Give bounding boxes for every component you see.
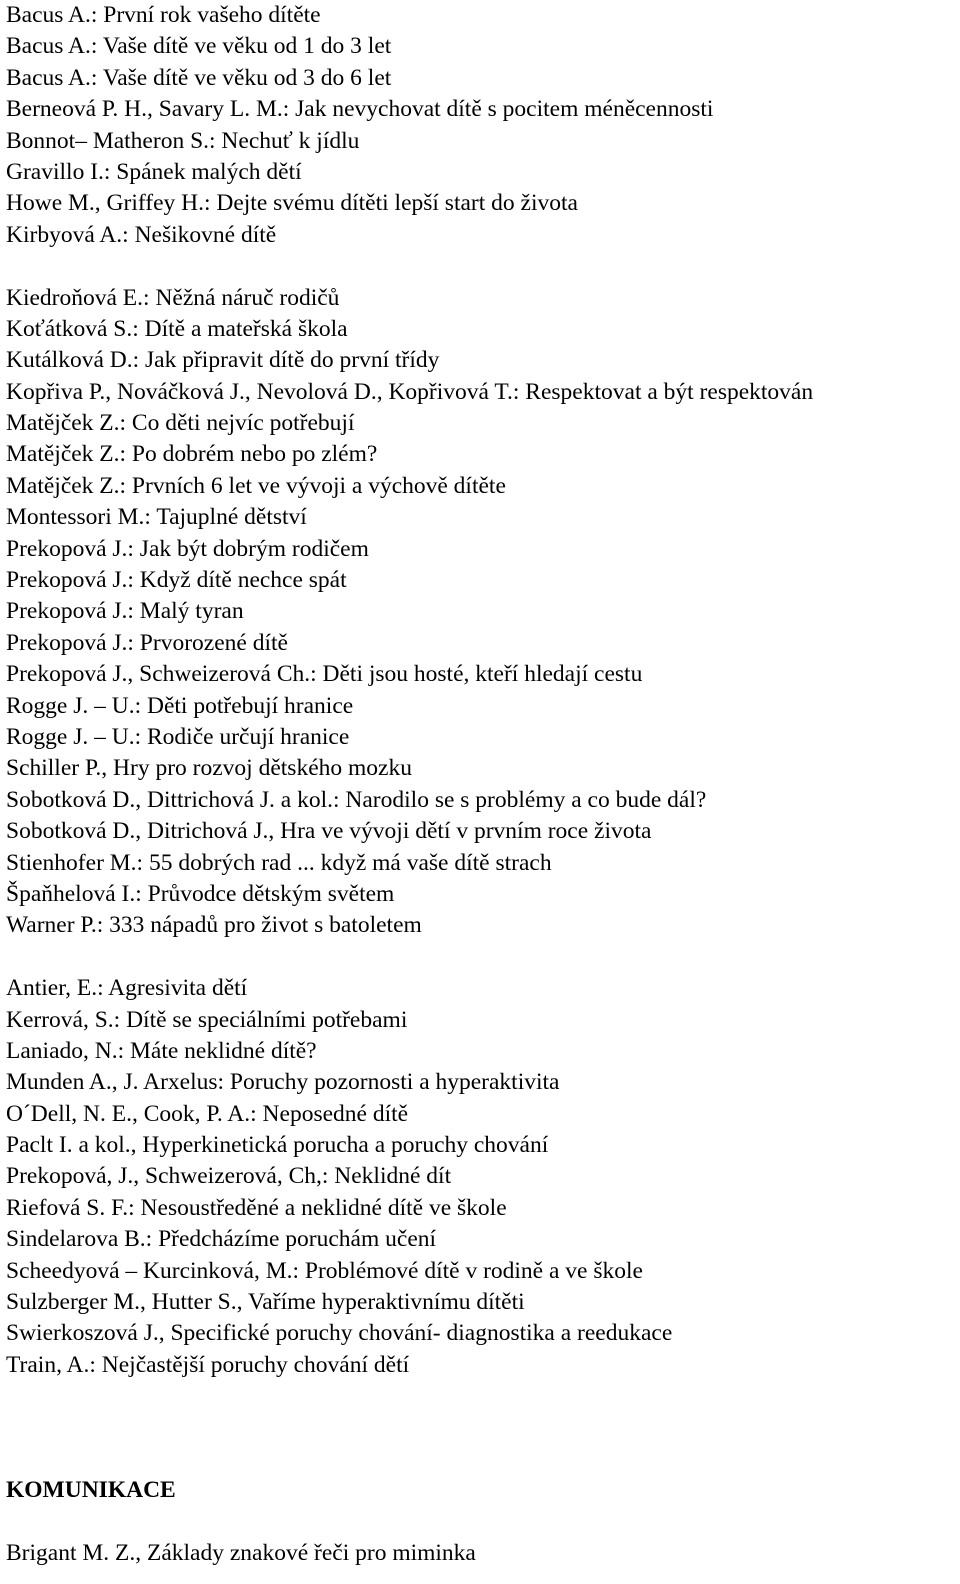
spacer bbox=[6, 942, 956, 973]
book-entry: Swierkoszová J., Specifické poruchy chování- diagnostika a reedukace bbox=[6, 1320, 673, 1347]
book-entry: Prekopová J., Schweizerová Ch.: Děti jsou hosté, kteří hledají cestu bbox=[6, 661, 643, 688]
book-entry: Kopřiva P., Nováčková J., Nevolová D., Kopřivová T.: Respektovat a být respektován bbox=[6, 378, 814, 405]
book-entry: Howe M., Griffey H.: Dejte svému dítěti lepší start do života bbox=[6, 190, 578, 217]
book-entry: Prekopová J.: Když dítě nechce spát bbox=[6, 567, 347, 594]
spacer bbox=[6, 251, 956, 282]
book-entry: Munden A., J. Arxelus: Poruchy pozornosti a hyperaktivita bbox=[6, 1069, 560, 1096]
spacer bbox=[6, 1507, 956, 1538]
book-entry: Schiller P., Hry pro rozvoj dětského mozku bbox=[6, 755, 412, 782]
book-entry: Laniado, N.: Máte neklidné dítě? bbox=[6, 1037, 317, 1064]
book-entry: Sobotková D., Dittrichová J. a kol.: Narodilo se s problémy a co bude dál? bbox=[6, 786, 707, 813]
book-entry: Koťátková S.: Dítě a mateřská škola bbox=[6, 315, 348, 342]
book-entry: Riefová S. F.: Nesoustředěné a neklidné dítě ve škole bbox=[6, 1194, 507, 1221]
book-list-section-1 bbox=[6, 0, 956, 251]
book-entry: Paclt I. a kol., Hyperkinetická porucha a poruchy chování bbox=[6, 1132, 549, 1159]
book-list-section-4 bbox=[6, 1538, 956, 1569]
bibliography-document bbox=[6, 0, 956, 1570]
book-entry: Matějček Z.: Prvních 6 let ve vývoji a výchově dítěte bbox=[6, 472, 506, 499]
book-entry: Train, A.: Nejčastější poruchy chování dětí bbox=[6, 1351, 410, 1378]
book-entry: Sobotková D., Ditrichová J., Hra ve vývoji dětí v prvním roce života bbox=[6, 818, 652, 845]
book-entry: Bacus A.: Vaše dítě ve věku od 3 do 6 let bbox=[6, 64, 392, 91]
book-entry: Scheedyová – Kurcinková, M.: Problémové dítě v rodině a ve škole bbox=[6, 1257, 643, 1284]
book-entry: Rogge J. – U.: Rodiče určují hranice bbox=[6, 723, 350, 750]
book-entry: Bonnot– Matheron S.: Nechuť k jídlu bbox=[6, 127, 360, 154]
book-entry: Prekopová J.: Malý tyran bbox=[6, 598, 244, 625]
book-entry: Stienhofer M.: 55 dobrých rad ... když má vaše dítě strach bbox=[6, 849, 552, 876]
book-entry: Prekopová J.: Prvorozené dítě bbox=[6, 629, 288, 656]
book-entry: Kutálková D.: Jak připravit dítě do první třídy bbox=[6, 347, 440, 374]
book-entry: Rogge J. – U.: Děti potřebují hranice bbox=[6, 692, 354, 719]
book-list-section-3 bbox=[6, 973, 956, 1381]
book-entry: Antier, E.: Agresivita dětí bbox=[6, 975, 248, 1002]
section-heading: KOMUNIKACE bbox=[6, 1477, 176, 1504]
book-entry: Bacus A.: První rok vašeho dítěte bbox=[6, 2, 321, 28]
book-entry: Sulzberger M., Hutter S., Vaříme hyperaktivnímu dítěti bbox=[6, 1289, 525, 1316]
book-list-section-2 bbox=[6, 283, 956, 942]
book-entry: Sindelarova B.: Předcházíme poruchám učení bbox=[6, 1226, 437, 1253]
book-entry: Montessori M.: Tajuplné dětství bbox=[6, 504, 307, 531]
book-entry: Gravillo I.: Spánek malých dětí bbox=[6, 158, 302, 185]
book-entry: Warner P.: 333 nápadů pro život s batoletem bbox=[6, 912, 422, 939]
book-entry: Kirbyová A.: Nešikovné dítě bbox=[6, 221, 277, 248]
book-entry: Prekopová J.: Jak být dobrým rodičem bbox=[6, 535, 369, 562]
book-entry: Matějček Z.: Co děti nejvíc potřebují bbox=[6, 410, 355, 437]
book-entry: Kiedroňová E.: Něžná náruč rodičů bbox=[6, 284, 340, 311]
book-entry: Bacus A.: Vaše dítě ve věku od 1 do 3 let bbox=[6, 33, 392, 60]
book-entry: Matějček Z.: Po dobrém nebo po zlém? bbox=[6, 441, 378, 468]
book-entry: Kerrová, S.: Dítě se speciálními potřebami bbox=[6, 1006, 408, 1033]
book-entry: O´Dell, N. E., Cook, P. A.: Neposedné dítě bbox=[6, 1100, 409, 1127]
book-entry: Berneová P. H., Savary L. M.: Jak nevychovat dítě s pocitem méněcennosti bbox=[6, 96, 714, 123]
book-entry: Prekopová, J., Schweizerová, Ch,: Neklidné dít bbox=[6, 1163, 452, 1190]
book-entry: Špaňhelová I.: Průvodce dětským světem bbox=[6, 880, 395, 907]
spacer bbox=[6, 1381, 956, 1475]
book-entry: Brigant M. Z., Základy znakové řeči pro miminka bbox=[6, 1540, 476, 1567]
